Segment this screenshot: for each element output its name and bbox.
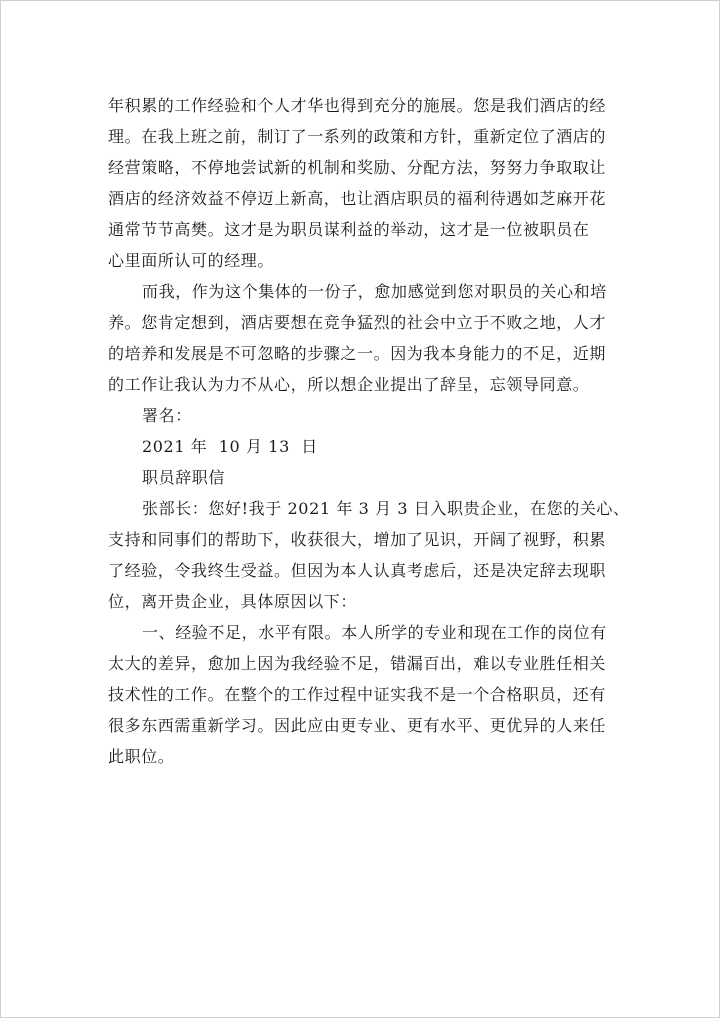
text-line: 通常节节高樊。这才是为职员谋利益的举动，这才是一位被职员在: [108, 220, 590, 239]
text-line: 支持和同事们的帮助下，收获很大，增加了见识，开阔了视野，积累: [108, 530, 607, 549]
text-line: 此职位。: [108, 747, 175, 766]
document-body: [108, 90, 630, 772]
paragraph-manager-praise: [108, 90, 630, 276]
paragraph-greeting: [108, 493, 630, 617]
signature-label: 署名：: [142, 406, 192, 425]
text-line: 理。在我上班之前，制订了一系列的政策和方针，重新定位了酒店的: [108, 127, 607, 146]
text-line: 很多东西需重新学习。因此应由更专业、更有水平、更优异的人来任: [108, 716, 607, 735]
text-line: 年积累的工作经验和个人才华也得到充分的施展。您是我们酒店的经: [108, 96, 607, 115]
text-line: 的工作让我认为力不从心，所以想企业提出了辞呈，忘领导同意。: [108, 375, 590, 394]
text-line: 心里面所认可的经理。: [108, 251, 275, 270]
text-line: 位，离开贵企业，具体原因以下：: [108, 592, 358, 611]
paragraph-reason-one: [108, 617, 630, 772]
letter-title: 职员辞职信: [142, 468, 226, 487]
text-line: 经营策略，不停地尝试新的机制和奖励、分配方法，努努力争取取让: [108, 158, 607, 177]
letter-date: 2021 年 10 月 13 日: [142, 437, 318, 456]
section-title: [108, 462, 630, 493]
text-line: 的培养和发展是不可忽略的步骤之一。因为我本身能力的不足，近期: [108, 344, 607, 363]
text-line: 技术性的工作。在整个的工作过程中证实我不是一个合格职员，还有: [108, 685, 607, 704]
signature-line: [108, 400, 630, 431]
text-line: 一、经验不足，水平有限。本人所学的专业和现在工作的岗位有: [142, 623, 607, 642]
text-line: 酒店的经济效益不停迈上新高，也让酒店职员的福利待遇如芝麻开花: [108, 189, 607, 208]
text-line: 而我，作为这个集体的一份子，愈加感觉到您对职员的关心和培: [142, 282, 607, 301]
text-line: 张部长：您好!我于 2021 年 3 月 3 日入职贵企业，在您的关心、: [142, 499, 630, 518]
date-line: [108, 431, 630, 462]
text-line: 太大的差异，愈加上因为我经验不足，错漏百出，难以专业胜任相关: [108, 654, 607, 673]
paragraph-resignation-reason: [108, 276, 630, 400]
text-line: 了经验，令我终生受益。但因为本人认真考虑后，还是决定辞去现职: [108, 561, 607, 580]
text-line: 养。您肯定想到，酒店要想在竞争猛烈的社会中立于不败之地，人才: [108, 313, 607, 332]
